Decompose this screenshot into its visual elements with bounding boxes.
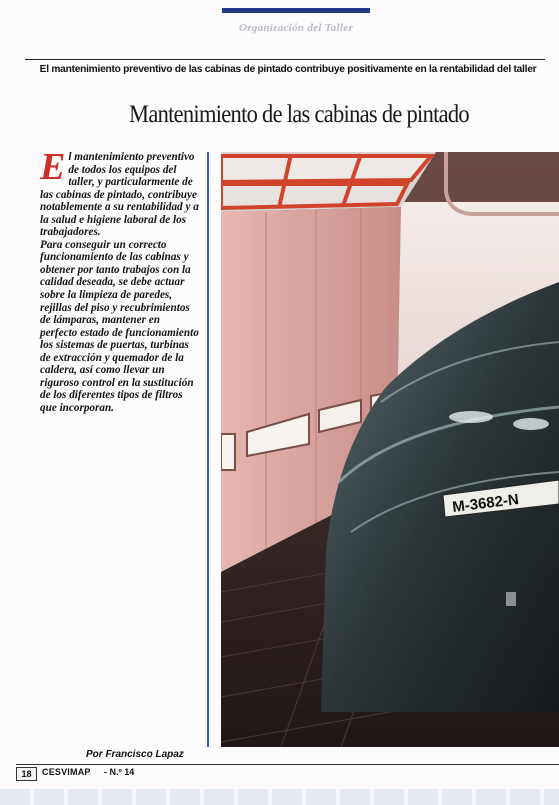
plastic-reflection	[513, 418, 549, 430]
drop-cap: E	[40, 146, 66, 188]
intro-paragraph-1: l mantenimiento preventivo de todos los equipos del taller, y particularmente de las cabinas de pintado, contribuye notablemente a su rentabilidad y a la salud e higiene laboral de los trabajadores.	[40, 151, 199, 239]
column-divider	[207, 152, 209, 747]
ceiling-light-panel	[221, 184, 407, 208]
paint-booth-photo	[221, 152, 559, 747]
footer-rule	[16, 764, 559, 765]
header-rule	[222, 8, 370, 13]
plastic-reflection	[449, 411, 493, 423]
tow-hook	[506, 592, 516, 606]
issue-number: - N.º 14	[104, 767, 135, 777]
subtitle-rule	[25, 59, 545, 60]
bottom-band	[0, 789, 559, 805]
author-byline: Por Francisco Lapaz	[86, 749, 184, 760]
ceiling-light-panel	[221, 156, 431, 182]
licence-plate-text: M-3682-N	[451, 490, 520, 516]
intro-paragraph-2: Para conseguir un correcto funcionamiento de las cabinas y obtener por tanto trabajos con la calidad deseada, se debe actuar sobre la limpieza de paredes, rejillas del piso y recubrimientos de lámparas, mantener en perfecto estado de funcionamiento los sistemas de puertas, turbinas de extracción y quemador de la caldera, así como llevar un riguroso control en la sustitución de los diferentes tipos de filtros que incorporan.	[40, 238, 199, 414]
magazine-name: CESVIMAP	[42, 767, 91, 777]
intro-text	[40, 146, 200, 414]
article-subtitle: El mantenimiento preventivo de las cabinas de pintado contribuye positivamente en la rentabilidad del taller	[39, 64, 537, 75]
article-headline: Mantenimiento de las cabinas de pintado	[129, 101, 469, 128]
page-number: 18	[16, 767, 37, 781]
lamp-strip	[221, 434, 235, 470]
paint-booth-illustration	[221, 152, 559, 747]
section-label: Organización del Taller	[238, 22, 354, 34]
